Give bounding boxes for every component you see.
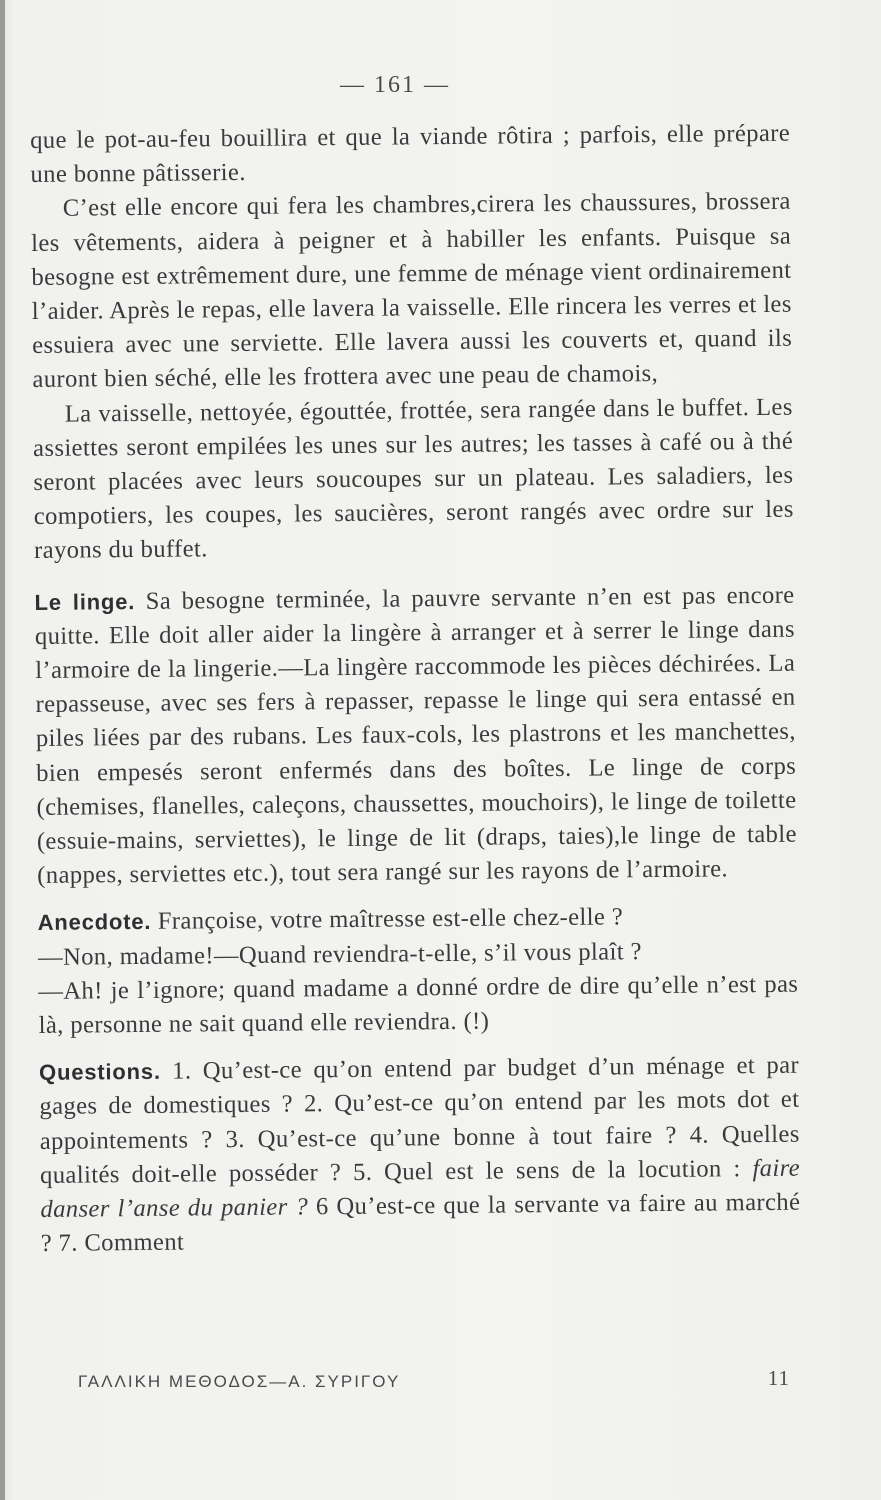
questions-text-before: 1. Qu’est-ce qu’on entend par budget d’un ménage et par gages de domestiques ? 2. Qu’est-ce qu’on entend par les mots dot et appointements ? 3. Qu’est-ce qu’une bonne à tout faire ? 4. Quelles qualités doit-elle posséder ? 5. Quel est le sens de la locution : [39,1051,800,1189]
questions-text-after: 6 Qu’est-ce que la servante va faire au marché ? 7. Comment [40,1188,801,1258]
anecdote-heading: Anecdote. [37,909,152,936]
page-body [30,117,801,1262]
section-questions [39,1049,801,1262]
anecdote-line-1: Françoise, votre maîtresse est-elle chez-elle ? [157,903,624,936]
questions-italic-phrase: faire danser l’anse du panier ? [40,1154,801,1224]
paragraph-2: C’est elle encore qui fera les chambres,cirera les chaussures, brossera les vêtements, aidera à peigner et à habiller les enfants. Puisque sa besogne est extrêmement dure, une femme de ménage vient ordinairement l’aider. Après le repas, elle lavera la vaisselle. Elle rincera les verres et les essuiera avec une serviette. Elle lavera aussi les couverts et, quand ils auront bien séché, elle les frottera avec une peau de chamois, [31,188,793,394]
anecdote-line-3: —Ah! je l’ignore; quand madame a donné ordre de dire qu’elle n’est pas là, personne ne sait quand elle reviendra. (!) [38,970,799,1040]
footer-signature: 11 [767,1366,790,1390]
linge-text: Sa besogne terminée, la pauvre servante n’en est pas encore quitte. Elle doit aller aider la lingère à arranger et à serrer le linge dans l’armoire de la lingerie.—La lingère raccommode les pièces déchirées. La repasseuse, avec ses fers à repasser, repasse le linge qui sera entassé en piles liées par des rubans. Les faux-cols, les plastrons et les manchettes, bien empesés seront enfermés dans des boîtes. Le linge de corps (chemises, flanelles, caleçons, chaussettes, mouchoirs), le linge de toilette (essuie-mains, serviettes), le linge de lit (draps, taies),le linge de table (nappes, serviettes etc.), tout sera rangé sur les rayons de l’armoire. [34,581,797,890]
page-number: — 161 — [340,72,450,98]
footer-title: ΓΑΛΛΙΚΗ ΜΕΘΟΔΟΣ—Α. ΣΥΡΙΓΟΥ [78,1372,401,1391]
page-binding-edge [0,0,5,1500]
page-footer [78,1366,790,1392]
anecdote-line-2: —Non, madame!—Quand reviendra-t-elle, s’il vous plaît ? [37,937,642,971]
questions-heading: Questions. [38,1059,161,1086]
section-linge [34,578,797,893]
paragraph-3: La vaisselle, nettoyée, égouttée, frottée, sera rangée dans le buffet. Les assiettes seront empilées les unes sur les autres; les tasses à café ou à thé seront placées avec leurs soucoupes sur un plateau. Les saladiers, les compotiers, les coupes, les saucières, seront rangés avec ordre sur les rayons du buffet. [32,393,794,565]
linge-heading: Le linge. [34,588,136,615]
paragraph-1: que le pot-au-feu bouillira et que la viande rôtira ; parfois, elle prépare une bonne pâtisserie. [30,119,791,189]
